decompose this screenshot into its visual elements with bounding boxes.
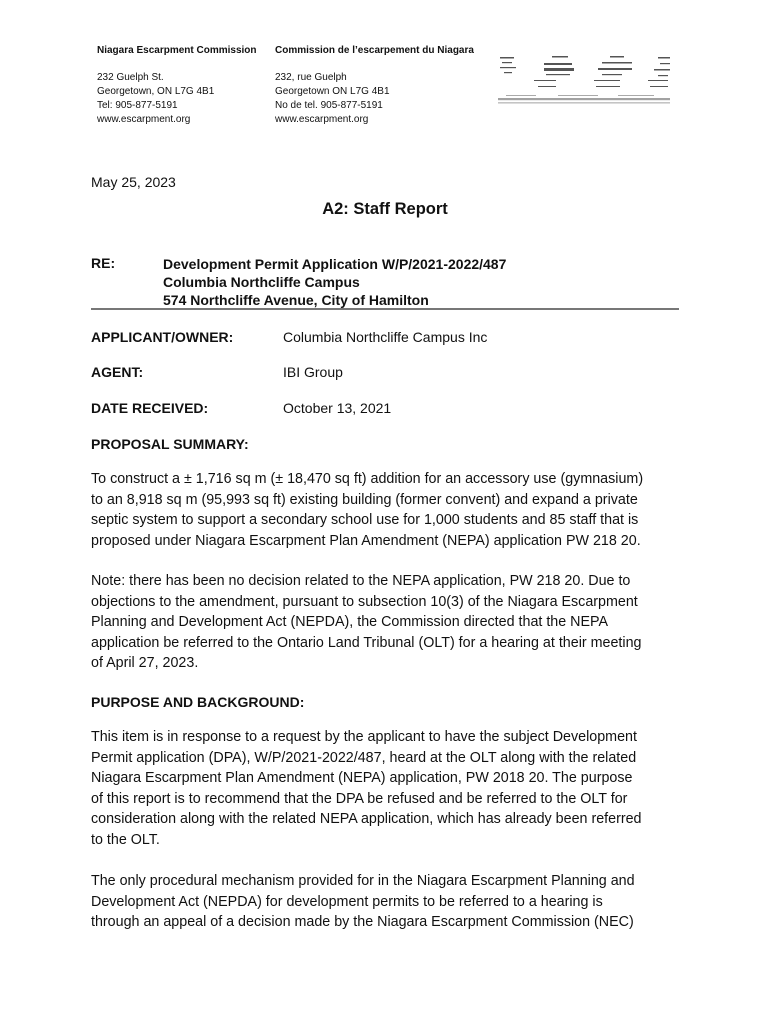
address-line: 232 Guelph St. [97,72,164,83]
paragraph-line: Development Act (NEPDA) for development permits to be referred to a hearing is [91,893,603,910]
field-value: Columbia Northcliffe Campus Inc [283,329,488,345]
paragraph-line: Niagara Escarpment Plan Amendment (NEPA) application, PW 2018 20. The purpose [91,770,633,787]
address-french [275,71,485,127]
purpose-paragraph [91,727,691,851]
field-label: APPLICANT/OWNER: [91,329,234,345]
field-value: IBI Group [283,364,343,380]
paragraph-line: of this report is to recommend that the DPA be refused and be referred to the OLT for [91,790,628,807]
paragraph-line: The only procedural mechanism provided for in the Niagara Escarpment Planning and [91,873,635,889]
paragraph-line: Permit application (DPA), W/P/2021-2022/487, heard at the OLT along with the related [91,749,637,766]
letterhead-english [97,44,277,127]
paragraph-line: proposed under Niagara Escarpment Plan Amendment (NEPA) application PW 218 20. [91,532,641,549]
letterhead-french [275,44,485,127]
re-address: 574 Northcliffe Avenue, City of Hamilton [163,292,429,308]
paragraph-line: Planning and Development Act (NEPDA), the Commission directed that the NEPA [91,614,609,631]
purpose-background-heading: PURPOSE AND BACKGROUND: [91,694,305,710]
report-date: May 25, 2023 [91,174,176,190]
address-line: Georgetown ON L7G 4B1 [275,86,390,97]
divider [91,308,679,310]
date-received-field [91,400,391,416]
paragraph-line: To construct a ± 1,716 sq m (± 18,470 sq ft) addition for an accessory use (gymnasium) [91,471,644,487]
re-label: RE: [91,255,116,271]
phone-line: Tel: 905-877-5191 [97,100,178,111]
agent-field [91,364,343,380]
note-paragraph [91,571,691,674]
org-name-french: Commission de l’escarpement du Niagara [275,45,474,56]
paragraph-line: of April 27, 2023. [91,655,199,672]
address-line: 232, rue Guelph [275,72,347,83]
paragraph-line: This item is in response to a request by the applicant to have the subject Development [91,729,637,745]
address-english [97,71,277,127]
paragraph-line: application be referred to the Ontario Land Tribunal (OLT) for a hearing at their meeting [91,634,642,651]
org-name-english: Niagara Escarpment Commission [97,45,257,56]
paragraph-line: to the OLT. [91,831,160,848]
paragraph-line: Note: there has been no decision related to the NEPA application, PW 218 20. Due to [91,573,631,589]
address-line: Georgetown, ON L7G 4B1 [97,86,215,97]
paragraph-line: objections to the amendment, pursuant to subsection 10(3) of the Niagara Escarpment [91,593,638,610]
applicant-owner-field [91,329,487,345]
paragraph-line: septic system to support a secondary school use for 1,000 students and 85 staff that is [91,512,639,529]
re-campus-name: Columbia Northcliffe Campus [163,274,360,290]
paragraph-line: through an appeal of a decision made by the Niagara Escarpment Commission (NEC) [91,914,634,931]
field-label: AGENT: [91,364,144,380]
field-value: October 13, 2021 [283,400,392,416]
field-label: DATE RECEIVED: [91,400,209,416]
commission-logo-icon [498,52,673,110]
phone-line: No de tel. 905-877-5191 [275,100,383,111]
website-line: www.escarpment.org [275,114,369,125]
page-title: A2: Staff Report [322,200,448,218]
paragraph-line: to an 8,918 sq m (95,993 sq ft) existing building (former convent) and expand a private [91,491,638,508]
website-line: www.escarpment.org [97,114,191,125]
proposal-paragraph [91,469,691,551]
proposal-summary-heading: PROPOSAL SUMMARY: [91,436,249,452]
re-application-number: Development Permit Application W/P/2021-2022/487 [163,256,507,272]
procedure-paragraph [91,871,691,933]
paragraph-line: consideration along with the related NEPA application, which has already been referred [91,811,642,828]
re-subject [163,255,506,309]
